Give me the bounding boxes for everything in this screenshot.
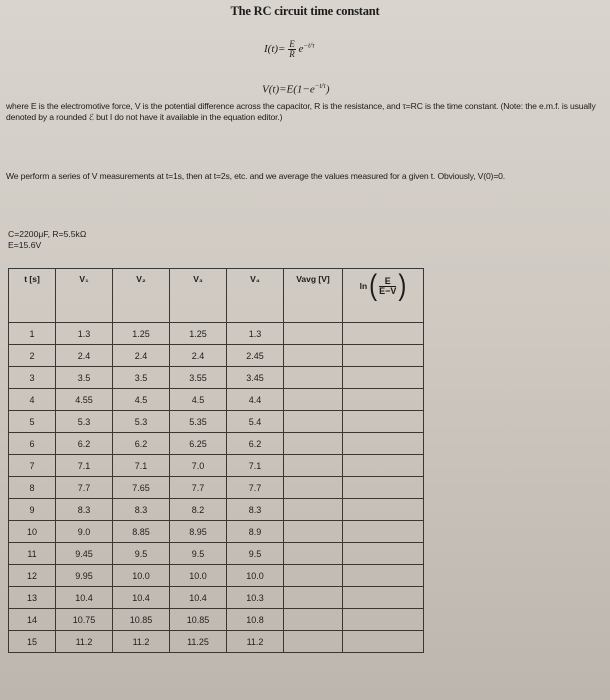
v2-cell: 2.4 <box>113 345 170 367</box>
time-cell: 1 <box>9 323 56 345</box>
v4-cell: 5.4 <box>227 411 284 433</box>
voltage-equation-body: (1−e <box>293 83 315 96</box>
v4-cell: 6.2 <box>227 433 284 455</box>
table-row <box>9 345 424 367</box>
table-row <box>9 411 424 433</box>
voltage-equation-lhs: V(t)=E <box>262 83 294 96</box>
v2-cell: 3.5 <box>113 367 170 389</box>
v4-cell: 1.3 <box>227 323 284 345</box>
v1-cell: 6.2 <box>56 433 113 455</box>
v1-cell: 3.5 <box>56 367 113 389</box>
v2-cell: 7.65 <box>113 477 170 499</box>
table-row <box>9 543 424 565</box>
v1-cell: 5.3 <box>56 411 113 433</box>
table-row <box>9 477 424 499</box>
v2-cell: 11.2 <box>113 631 170 653</box>
v4-cell: 8.9 <box>227 521 284 543</box>
time-cell: 5 <box>9 411 56 433</box>
v2-cell: 10.4 <box>113 587 170 609</box>
capacitance-resistance-line: C=2200μF, R=5.5kΩ <box>8 229 87 239</box>
header-ln-numerator: E <box>379 277 396 287</box>
v3-cell: 7.0 <box>170 455 227 477</box>
v1-cell: 1.3 <box>56 323 113 345</box>
current-equation <box>264 40 314 59</box>
time-cell: 12 <box>9 565 56 587</box>
v3-cell: 10.0 <box>170 565 227 587</box>
vavg-cell <box>284 499 343 521</box>
v4-cell: 10.8 <box>227 609 284 631</box>
ln-cell <box>343 455 424 477</box>
v2-cell: 9.5 <box>113 543 170 565</box>
header-v1: V₁ <box>56 269 113 323</box>
v2-cell: 7.1 <box>113 455 170 477</box>
v1-cell: 9.0 <box>56 521 113 543</box>
voltage-equation-exponent: −t/τ <box>314 82 326 90</box>
v2-cell: 1.25 <box>113 323 170 345</box>
time-cell: 2 <box>9 345 56 367</box>
ln-cell <box>343 499 424 521</box>
table-row <box>9 367 424 389</box>
ln-cell <box>343 389 424 411</box>
header-v4: V₄ <box>227 269 284 323</box>
current-equation-fraction <box>288 40 296 59</box>
v4-cell: 3.45 <box>227 367 284 389</box>
header-ln-prefix: ln <box>359 281 368 291</box>
ln-cell <box>343 631 424 653</box>
v2-cell: 10.0 <box>113 565 170 587</box>
v2-cell: 10.85 <box>113 609 170 631</box>
table-row <box>9 389 424 411</box>
time-cell: 15 <box>9 631 56 653</box>
v1-cell: 2.4 <box>56 345 113 367</box>
table-row <box>9 631 424 653</box>
current-equation-denominator: R <box>289 49 295 59</box>
v3-cell: 10.4 <box>170 587 227 609</box>
v4-cell: 8.3 <box>227 499 284 521</box>
measurement-table <box>8 268 424 653</box>
vavg-cell <box>284 411 343 433</box>
time-cell: 7 <box>9 455 56 477</box>
page-title: The RC circuit time constant <box>230 4 380 18</box>
v1-cell: 9.45 <box>56 543 113 565</box>
v1-cell: 8.3 <box>56 499 113 521</box>
v2-cell: 5.3 <box>113 411 170 433</box>
time-cell: 3 <box>9 367 56 389</box>
time-cell: 9 <box>9 499 56 521</box>
v4-cell: 9.5 <box>227 543 284 565</box>
v2-cell: 8.3 <box>113 499 170 521</box>
v2-cell: 8.85 <box>113 521 170 543</box>
emf-line: E=15.6V <box>8 240 42 250</box>
table-row <box>9 521 424 543</box>
time-cell: 14 <box>9 609 56 631</box>
v4-cell: 4.4 <box>227 389 284 411</box>
v1-cell: 10.75 <box>56 609 113 631</box>
v3-cell: 2.4 <box>170 345 227 367</box>
v4-cell: 7.1 <box>227 455 284 477</box>
table-header-row <box>9 269 424 323</box>
table-row <box>9 499 424 521</box>
table-row <box>9 565 424 587</box>
v4-cell: 10.3 <box>227 587 284 609</box>
header-ln-fraction <box>379 277 396 296</box>
v2-cell: 6.2 <box>113 433 170 455</box>
v1-cell: 10.4 <box>56 587 113 609</box>
ln-cell <box>343 609 424 631</box>
time-cell: 10 <box>9 521 56 543</box>
v1-cell: 4.55 <box>56 389 113 411</box>
current-equation-exp-base: e <box>298 43 304 56</box>
v4-cell: 11.2 <box>227 631 284 653</box>
voltage-equation <box>262 82 330 96</box>
ln-cell <box>343 587 424 609</box>
voltage-equation-close: ) <box>325 83 330 96</box>
vavg-cell <box>284 477 343 499</box>
vavg-cell <box>284 323 343 345</box>
v3-cell: 8.2 <box>170 499 227 521</box>
ln-cell <box>343 521 424 543</box>
v3-cell: 4.5 <box>170 389 227 411</box>
ln-cell <box>343 543 424 565</box>
current-equation-exponent: −t/τ <box>303 41 315 50</box>
time-cell: 6 <box>9 433 56 455</box>
v1-cell: 7.1 <box>56 455 113 477</box>
header-time: t [s] <box>9 269 56 323</box>
circuit-parameters <box>8 229 86 251</box>
ln-cell <box>343 367 424 389</box>
definitions-paragraph: where E is the electromotive force, V is the potential difference across the capacitor, R is the resistance, and τ=RC is the time constant. (Note: the e.m.f. is usually denoted by a rounded ℰ but I do not have it available in the equation editor.) <box>6 101 596 122</box>
table-row <box>9 609 424 631</box>
v4-cell: 7.7 <box>227 477 284 499</box>
v1-cell: 11.2 <box>56 631 113 653</box>
time-cell: 13 <box>9 587 56 609</box>
ln-cell <box>343 433 424 455</box>
vavg-cell <box>284 587 343 609</box>
ln-cell <box>343 345 424 367</box>
v3-cell: 11.25 <box>170 631 227 653</box>
v3-cell: 7.7 <box>170 477 227 499</box>
time-cell: 8 <box>9 477 56 499</box>
v1-cell: 7.7 <box>56 477 113 499</box>
v3-cell: 9.5 <box>170 543 227 565</box>
vavg-cell <box>284 455 343 477</box>
v2-cell: 4.5 <box>113 389 170 411</box>
table-row <box>9 323 424 345</box>
header-v2: V₂ <box>113 269 170 323</box>
ln-cell <box>343 565 424 587</box>
v3-cell: 8.95 <box>170 521 227 543</box>
table-row <box>9 455 424 477</box>
header-ln-denominator: E−V <box>379 285 397 296</box>
vavg-cell <box>284 345 343 367</box>
v3-cell: 5.35 <box>170 411 227 433</box>
vavg-cell <box>284 543 343 565</box>
header-v3: V₃ <box>170 269 227 323</box>
header-vavg: Vavg [V] <box>284 269 343 323</box>
v3-cell: 10.85 <box>170 609 227 631</box>
ln-cell <box>343 323 424 345</box>
ln-cell <box>343 411 424 433</box>
v4-cell: 2.45 <box>227 345 284 367</box>
time-cell: 4 <box>9 389 56 411</box>
v3-cell: 3.55 <box>170 367 227 389</box>
vavg-cell <box>284 389 343 411</box>
vavg-cell <box>284 565 343 587</box>
v1-cell: 9.95 <box>56 565 113 587</box>
table-body <box>9 323 424 653</box>
vavg-cell <box>284 631 343 653</box>
vavg-cell <box>284 521 343 543</box>
vavg-cell <box>284 609 343 631</box>
table-row <box>9 587 424 609</box>
vavg-cell <box>284 367 343 389</box>
table-row <box>9 433 424 455</box>
procedure-paragraph: We perform a series of V measurements at t=1s, then at t=2s, etc. and we average the values measured for a given t. Obviously, V(0)=0. <box>6 171 506 181</box>
header-ln: ln ( $\frac{E}{E-V}$ ) <box>343 269 424 323</box>
ln-cell <box>343 477 424 499</box>
v3-cell: 6.25 <box>170 433 227 455</box>
v3-cell: 1.25 <box>170 323 227 345</box>
current-equation-lhs: I(t)= <box>264 43 286 56</box>
vavg-cell <box>284 433 343 455</box>
v4-cell: 10.0 <box>227 565 284 587</box>
time-cell: 11 <box>9 543 56 565</box>
current-equation-numerator: E <box>289 39 295 49</box>
